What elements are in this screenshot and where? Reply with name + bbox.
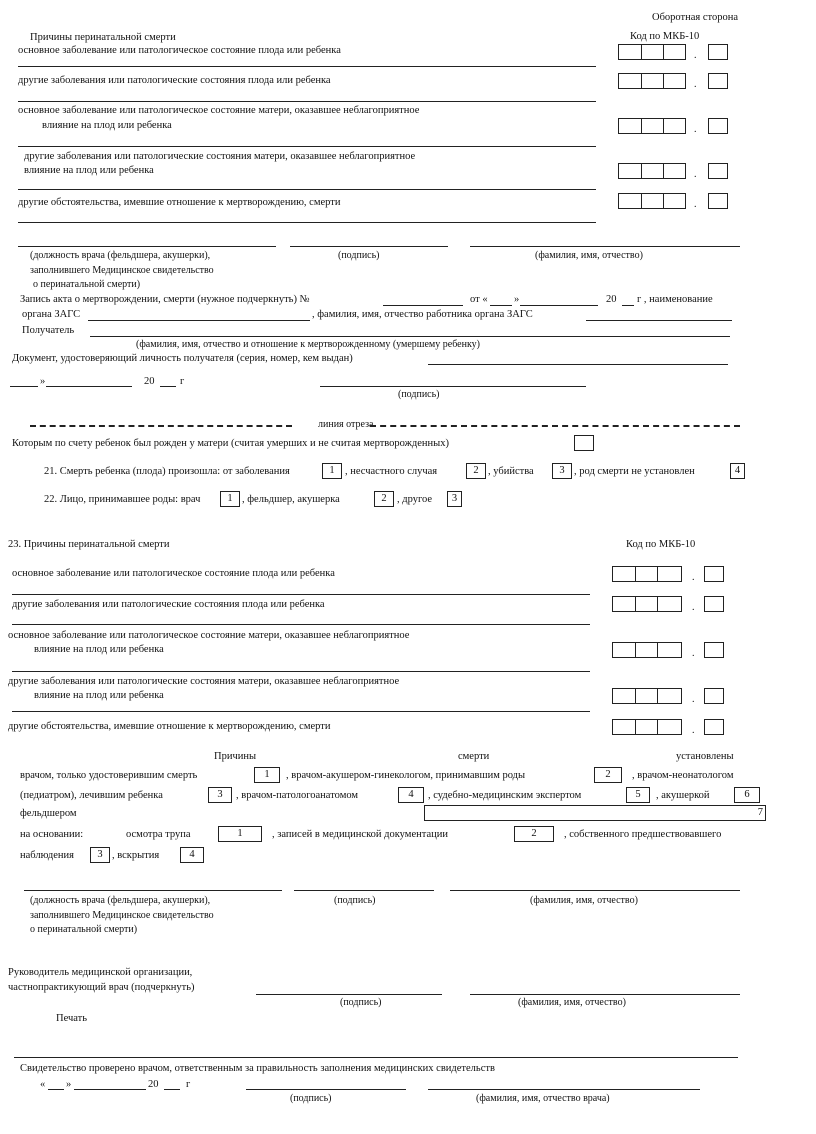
signature-hint: (подпись) — [338, 250, 380, 261]
cause-item-c-cont: влияние на плод или ребенка — [42, 120, 172, 131]
cause-item-b: другие заболевания или патологические состояния плода или ребенка — [18, 75, 331, 86]
section-title: Причины перинатальной смерти — [30, 32, 176, 43]
question-20: Которым по счету ребенок был рожден у матери (считая умерших и не считая мертворожденных) — [12, 438, 449, 449]
established-by-option-5[interactable]: 5 — [626, 787, 650, 803]
icd-subcode-field[interactable] — [708, 163, 728, 179]
registry-office-label: органа ЗАГС — [22, 309, 81, 320]
cause-item-d-cont: влияние на плод или ребенка — [24, 165, 154, 176]
cause-item-c: основное заболевание или патологическое состояние матери, оказавшее неблагоприятное — [8, 630, 410, 641]
verify-label: Свидетельство проверено врачом, ответственным за правильность заполнения медицинских свидетельств — [20, 1063, 495, 1074]
section-title: 23. Причины перинатальной смерти — [8, 539, 170, 550]
basis-option-3[interactable]: 3 — [90, 847, 110, 863]
cause-item-e: другие обстоятельства, имевшие отношение к мертворождению, смерти — [8, 721, 331, 732]
icd-code-field[interactable] — [612, 688, 682, 704]
delivery-person-option-3[interactable]: 3 — [447, 491, 462, 507]
icd-label: Код по МКБ-10 — [626, 539, 696, 550]
head-label: частнопрактикующий врач (подчеркнуть) — [8, 982, 195, 993]
established-by-option-4[interactable]: 4 — [398, 787, 424, 803]
doctor-position-hint: заполнившего Медицинское свидетельство — [30, 265, 214, 276]
icd-subcode-field[interactable] — [704, 566, 724, 582]
cause-item-b: другие заболевания или патологические состояния плода или ребенка — [12, 599, 325, 610]
basis-option-2[interactable]: 2 — [514, 826, 554, 842]
signature-hint: (подпись) — [290, 1093, 332, 1104]
signature-hint: (подпись) — [334, 895, 376, 906]
icd-code-field[interactable] — [612, 642, 682, 658]
icd-subcode-field[interactable] — [708, 73, 728, 89]
recipient-hint: (фамилия, имя, отчество и отношение к мертворожденному (умершему ребенку) — [136, 339, 480, 350]
cut-line — [30, 425, 292, 427]
icd-code-field[interactable] — [618, 193, 686, 209]
cause-item-e: другие обстоятельства, имевшие отношение к мертворождению, смерти — [18, 197, 341, 208]
icd-subcode-field[interactable] — [704, 596, 724, 612]
icd-subcode-field[interactable] — [708, 193, 728, 209]
established-by-option-6[interactable]: 6 — [734, 787, 760, 803]
established-by-option-3[interactable]: 3 — [208, 787, 232, 803]
full-name-hint: (фамилия, имя, отчество) — [530, 895, 638, 906]
cause-item-d: другие заболевания или патологические состояния матери, оказавшее неблагоприятное — [24, 151, 416, 162]
established-by-option-2[interactable]: 2 — [594, 767, 622, 783]
established-by-option-7[interactable]: 7 — [424, 805, 766, 821]
stamp-label: Печать — [56, 1013, 88, 1024]
signature-hint: (подпись) — [398, 389, 440, 400]
cut-line — [370, 425, 740, 427]
icd-subcode-field[interactable] — [704, 719, 724, 735]
icd-code-field[interactable] — [618, 163, 686, 179]
cause-item-c: основное заболевание или патологическое состояние матери, оказавшее неблагоприятное — [18, 105, 420, 116]
full-name-hint: (фамилия, имя, отчество) — [518, 997, 626, 1008]
icd-code-field[interactable] — [612, 596, 682, 612]
cause-item-d-cont: влияние на плод или ребенка — [34, 690, 164, 701]
icd-code-field[interactable] — [612, 566, 682, 582]
delivery-person-option-2[interactable]: 2 — [374, 491, 394, 507]
child-order-field[interactable] — [574, 435, 594, 451]
icd-code-field[interactable] — [612, 719, 682, 735]
full-name-hint: (фамилия, имя, отчество врача) — [476, 1093, 610, 1104]
side-label: Оборотная сторона — [652, 12, 738, 23]
icd-subcode-field[interactable] — [708, 44, 728, 60]
question-21: 21. Смерть ребенка (плода) произошла: от заболевания — [44, 466, 290, 477]
established-by-option-1[interactable]: 1 — [254, 767, 280, 783]
icd-code-field[interactable] — [618, 118, 686, 134]
basis-option-1[interactable]: 1 — [218, 826, 262, 842]
cut-line-label: линия отреза — [318, 419, 374, 430]
death-cause-option-2[interactable]: 2 — [466, 463, 486, 479]
question-24-word: Причины — [214, 751, 257, 762]
full-name-hint: (фамилия, имя, отчество) — [535, 250, 643, 261]
document-label: Документ, удостоверяющий личность получателя (серия, номер, кем выдан) — [12, 353, 353, 364]
basis-option-4[interactable]: 4 — [180, 847, 204, 863]
icd-subcode-field[interactable] — [704, 642, 724, 658]
doctor-position-hint: о перинатальной смерти) — [30, 924, 138, 935]
icd-subcode-field[interactable] — [708, 118, 728, 134]
cause-item-d: другие заболевания или патологические состояния матери, оказавшее неблагоприятное — [8, 676, 400, 687]
registry-record-label: Запись акта о мертворождении, смерти (нужное подчеркнуть) № — [20, 294, 310, 305]
doctor-position-hint: (должность врача (фельдшера, акушерки), — [30, 895, 211, 906]
cause-item-a: основное заболевание или патологическое состояние плода или ребенка — [12, 568, 335, 579]
icd-label: Код по МКБ-10 — [630, 31, 700, 42]
recipient-label: Получатель — [22, 325, 75, 336]
signature-hint: (подпись) — [340, 997, 382, 1008]
cause-item-c-cont: влияние на плод или ребенка — [34, 644, 164, 655]
head-label: Руководитель медицинской организации, — [8, 967, 193, 978]
death-cause-option-1[interactable]: 1 — [322, 463, 342, 479]
death-cause-option-3[interactable]: 3 — [552, 463, 572, 479]
icd-subcode-field[interactable] — [704, 688, 724, 704]
doctor-position-hint: заполнившего Медицинское свидетельство — [30, 910, 214, 921]
question-24-word: смерти — [458, 751, 490, 762]
death-cause-option-4[interactable]: 4 — [730, 463, 745, 479]
cause-item-a: основное заболевание или патологическое состояние плода или ребенка — [18, 45, 341, 56]
doctor-position-hint: о перинатальной смерти) — [33, 279, 141, 290]
question-22: 22. Лицо, принимавшее роды: врач — [44, 494, 201, 505]
icd-code-field[interactable] — [618, 44, 686, 60]
doctor-position-hint: (должность врача (фельдшера, акушерки), — [30, 250, 211, 261]
delivery-person-option-1[interactable]: 1 — [220, 491, 240, 507]
icd-code-field[interactable] — [618, 73, 686, 89]
question-24-word: установлены — [676, 751, 734, 762]
